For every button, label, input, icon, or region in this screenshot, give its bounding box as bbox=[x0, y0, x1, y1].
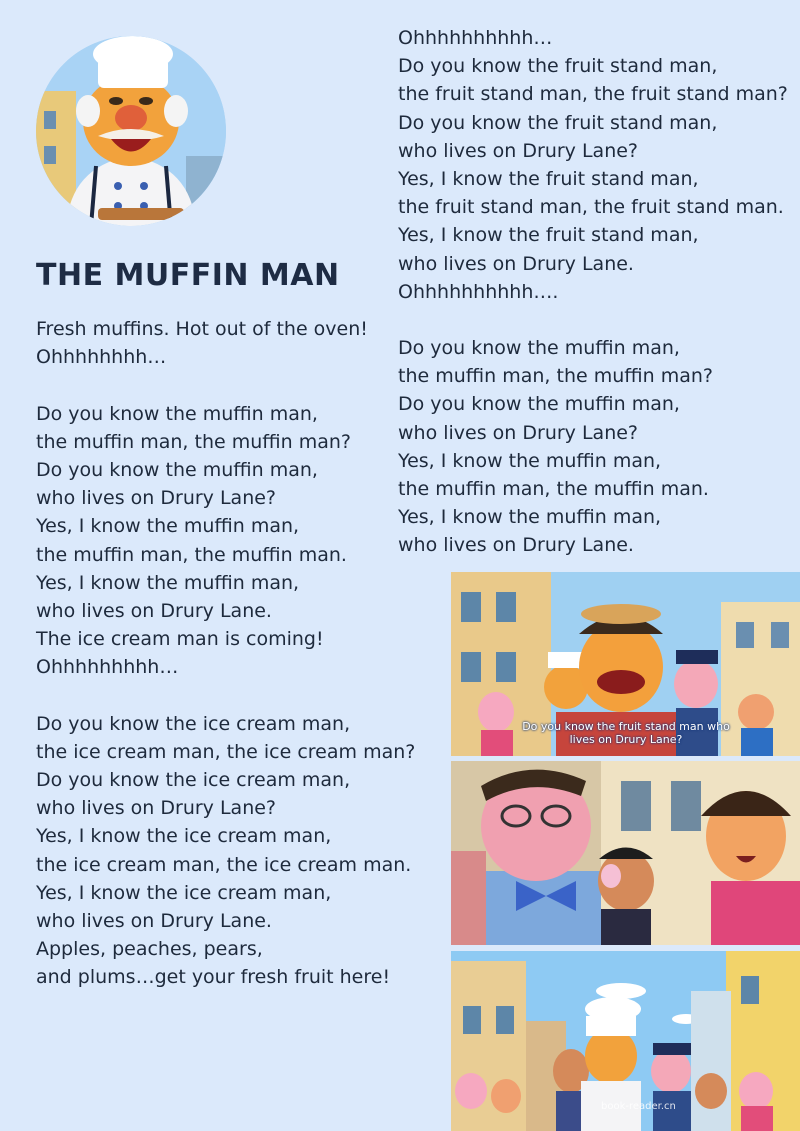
lyric-line: the ice cream man, the ice cream man. bbox=[36, 853, 412, 876]
lyric-line: Do you know the muffin man, bbox=[36, 402, 318, 425]
lyric-line: Do you know the muffin man, bbox=[398, 393, 680, 416]
lyric-line: who lives on Drury Lane. bbox=[36, 599, 272, 622]
video-frame-fruit-stand-man bbox=[451, 572, 800, 756]
lyric-line: who lives on Drury Lane. bbox=[398, 252, 634, 275]
lyric-line: Fresh muffins. Hot out of the oven! bbox=[36, 318, 368, 340]
lyric-line: Yes, I know the muffin man, bbox=[36, 571, 300, 594]
lyrics-left-column bbox=[36, 315, 415, 992]
lyric-line: who lives on Drury Lane. bbox=[398, 534, 634, 557]
lyric-line: Yes, I know the fruit stand man, bbox=[398, 167, 699, 190]
lyric-line: the fruit stand man, the fruit stand man? bbox=[398, 83, 788, 106]
watermark: book-reader.cn bbox=[601, 1101, 676, 1112]
lyric-line: Do you know the muffin man, bbox=[398, 337, 680, 360]
lyric-line: Yes, I know the muffin man, bbox=[398, 449, 662, 472]
lyric-line: who lives on Drury Lane? bbox=[36, 487, 277, 510]
muffin-man-avatar bbox=[36, 36, 226, 226]
lyric-line: The ice cream man is coming! bbox=[36, 628, 324, 651]
lyric-line: the muffin man, the muffin man. bbox=[36, 543, 347, 566]
lyric-line: Do you know the ice cream man, bbox=[36, 712, 351, 735]
lyric-line: who lives on Drury Lane? bbox=[398, 139, 639, 162]
lyric-line: who lives on Drury Lane? bbox=[398, 421, 639, 444]
lyric-line: Ohhhhhhhh… bbox=[36, 346, 167, 369]
page-title: THE MUFFIN MAN bbox=[36, 258, 340, 293]
video-subtitle: Do you know the fruit stand man who lives on Drury Lane? bbox=[522, 720, 730, 746]
lyric-line: Yes, I know the muffin man, bbox=[36, 515, 300, 538]
lyric-line: Yes, I know the ice cream man, bbox=[36, 825, 332, 848]
lyric-line: and plums…get your fresh fruit here! bbox=[36, 966, 391, 989]
lyrics-right-column bbox=[398, 24, 788, 560]
lyric-line: Yes, I know the muffin man, bbox=[398, 506, 662, 529]
lyric-line: Do you know the muffin man, bbox=[36, 458, 318, 481]
lyric-line: Yes, I know the fruit stand man, bbox=[398, 224, 699, 247]
video-frame-group bbox=[451, 951, 800, 1131]
video-frame-ice-cream-man bbox=[451, 761, 800, 945]
lyric-line: Do you know the fruit stand man, bbox=[398, 55, 718, 78]
lyric-line bbox=[36, 371, 415, 399]
lyric-line: Do you know the ice cream man, bbox=[36, 769, 351, 791]
lyric-line bbox=[398, 306, 788, 334]
lyric-line: Do you know the fruit stand man, bbox=[398, 111, 718, 134]
lyric-line: the muffin man, the muffin man? bbox=[398, 365, 713, 388]
lyric-line: Ohhhhhhhhhh…. bbox=[398, 280, 559, 303]
lyric-line: Yes, I know the ice cream man, bbox=[36, 881, 332, 904]
lyric-line: Ohhhhhhhhh… bbox=[36, 656, 179, 679]
lyric-line: Apples, peaches, pears, bbox=[36, 938, 263, 961]
lyric-line: who lives on Drury Lane. bbox=[36, 909, 272, 932]
lyric-line: the fruit stand man, the fruit stand man. bbox=[398, 196, 784, 219]
lyric-line: the ice cream man, the ice cream man? bbox=[36, 740, 416, 763]
lyric-line bbox=[36, 681, 415, 709]
lyric-line: who lives on Drury Lane? bbox=[36, 797, 277, 820]
lyric-line: the muffin man, the muffin man. bbox=[398, 478, 709, 500]
lyric-line: the muffin man, the muffin man? bbox=[36, 430, 351, 453]
lyric-line: Ohhhhhhhhhh… bbox=[398, 27, 553, 49]
